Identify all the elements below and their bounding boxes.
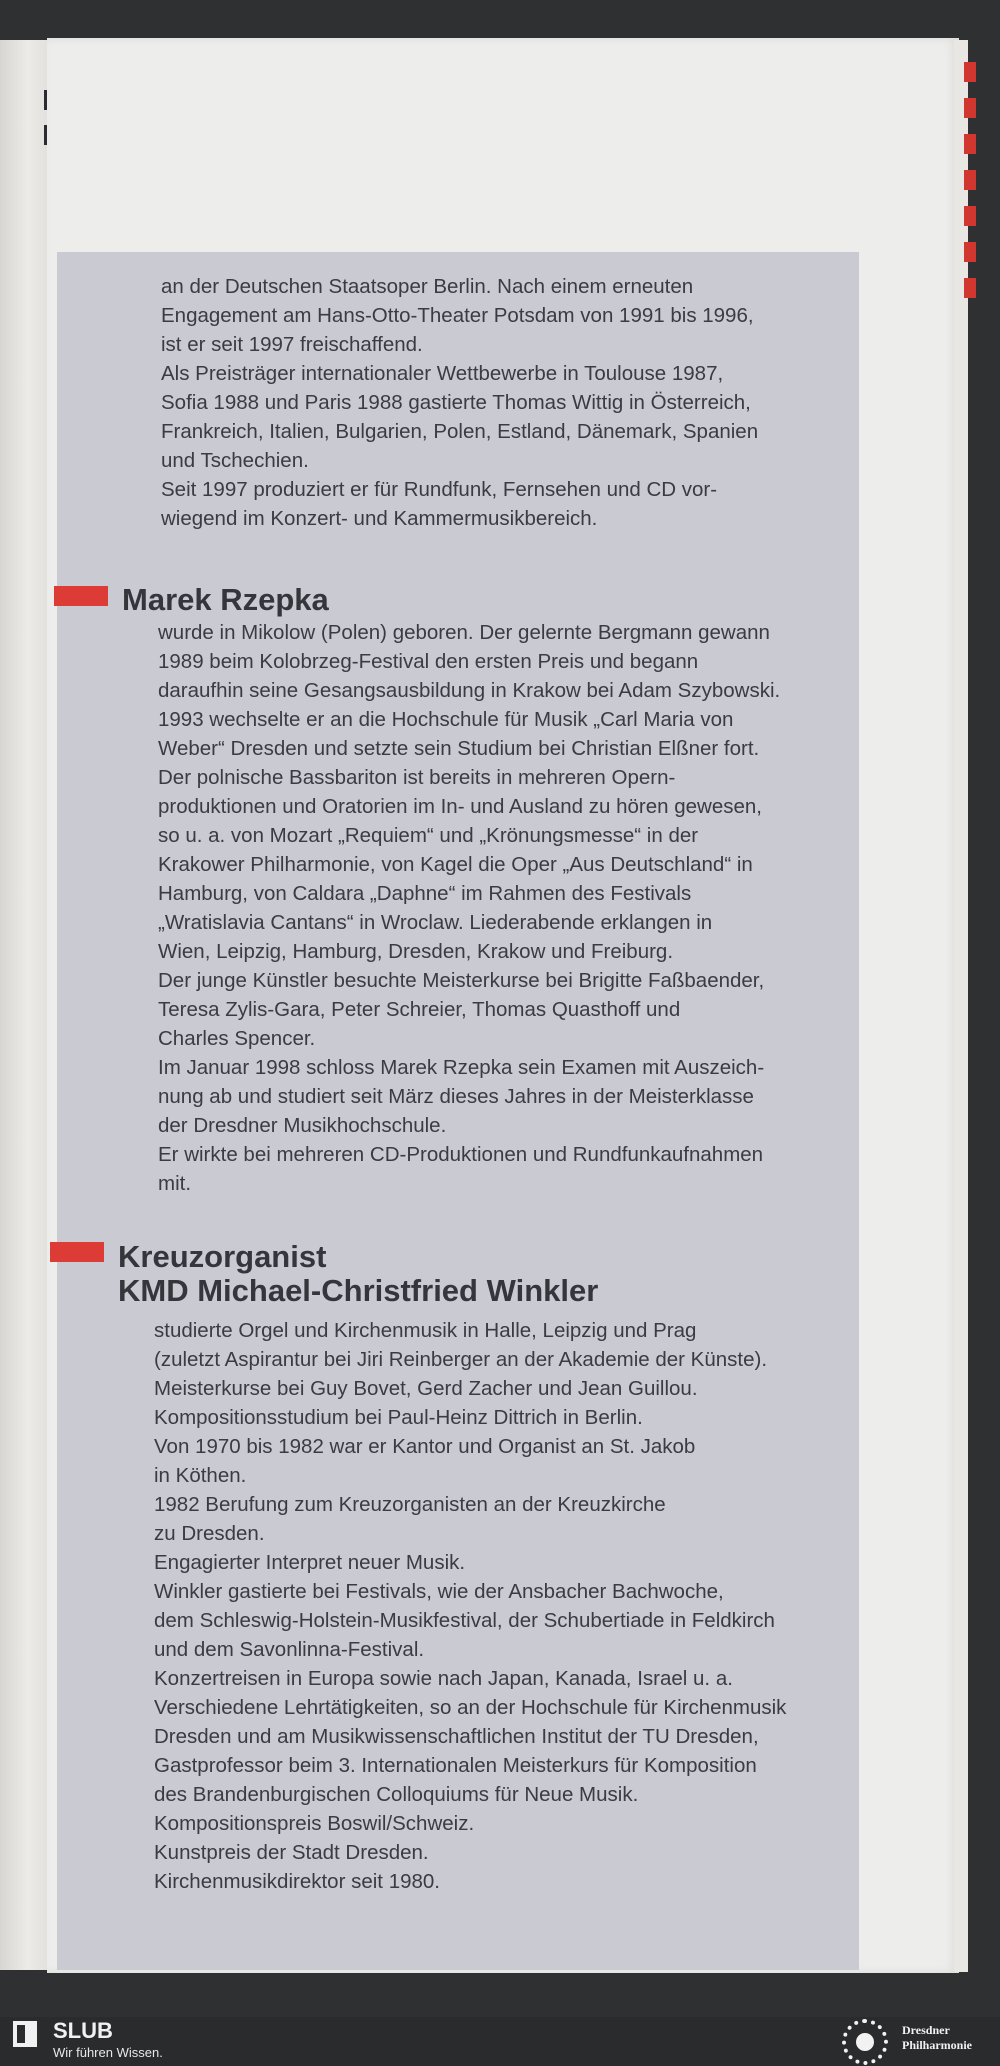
text-line: an der Deutschen Staatsoper Berlin. Nach einem erneuten [161, 275, 694, 298]
text-line: produktionen und Oratorien im In- und Ausland zu hören gewesen, [158, 795, 762, 818]
text-line: Der polnische Bassbariton ist bereits in mehreren Opern- [158, 766, 676, 789]
text-line: 1989 beim Kolobrzeg-Festival den ersten Preis und begann [158, 650, 699, 673]
text-line: Kompositionspreis Boswil/Schweiz. [154, 1812, 475, 1835]
text-line: Kirchenmusikdirektor seit 1980. [154, 1870, 440, 1893]
text-line: mit. [158, 1172, 192, 1195]
partner-name-line: Philharmonie [902, 2038, 973, 2052]
text-line: Hamburg, von Caldara „Daphne“ im Rahmen des Festivals [158, 882, 692, 905]
text-line: Im Januar 1998 schloss Marek Rzepka sein Examen mit Auszeich- [158, 1056, 765, 1079]
dresdner-philharmonie-logo-icon[interactable] [842, 2019, 888, 2065]
text-line: Von 1970 bis 1982 war er Kantor und Organist an St. Jakob [154, 1435, 696, 1458]
text-line: 1993 wechselte er an die Hochschule für Musik „Carl Maria von [158, 708, 734, 731]
text-line: Engagierter Interpret neuer Musik. [154, 1551, 466, 1574]
text-line: 1982 Berufung zum Kreuzorganisten an der Kreuzkirche [154, 1493, 666, 1516]
text-line: ist er seit 1997 freischaffend. [161, 333, 423, 356]
section-marker [54, 586, 108, 606]
heading-line: KMD Michael-Christfried Winkler [118, 1273, 599, 1308]
text-line: Winkler gastierte bei Festivals, wie der Ansbacher Bachwoche, [154, 1580, 724, 1603]
text-line: wiegend im Konzert- und Kammermusikbereich. [161, 507, 598, 530]
text-line: (zuletzt Aspirantur bei Jiri Reinberger an der Akademie der Künste). [154, 1348, 768, 1371]
text-line: Teresa Zylis-Gara, Peter Schreier, Thomas Quasthoff und [158, 998, 681, 1021]
section-heading-winkler [118, 1240, 598, 1308]
text-line: Dresden und am Musikwissenschaftlichen Institut der TU Dresden, [154, 1725, 759, 1748]
text-line: Krakower Philharmonie, von Kagel die Oper „Aus Deutschland“ in [158, 853, 753, 876]
library-tagline: Wir führen Wissen. [53, 2045, 163, 2060]
text-line: dem Schleswig-Holstein-Musikfestival, der Schubertiade in Feldkirch [154, 1609, 775, 1632]
partner-name-line: Dresdner [902, 2023, 950, 2037]
text-line: Gastprofessor beim 3. Internationalen Meisterkurs für Komposition [154, 1754, 757, 1777]
text-line: Als Preisträger internationaler Wettbewerbe in Toulouse 1987, [161, 362, 724, 385]
text-line: und Tschechien. [161, 449, 309, 472]
text-line: Charles Spencer. [158, 1027, 316, 1050]
text-line: Der junge Künstler besuchte Meisterkurse bei Brigitte Faßbaender, [158, 969, 765, 992]
right-page-edge [954, 40, 968, 1972]
marek-rzepka-biography [158, 618, 780, 1198]
text-line: Konzertreisen in Europa sowie nach Japan, Kanada, Israel u. a. [154, 1667, 733, 1690]
intro-paragraph [161, 272, 758, 533]
text-line: und dem Savonlinna-Festival. [154, 1638, 425, 1661]
text-line: in Köthen. [154, 1464, 247, 1487]
text-line: so u. a. von Mozart „Requiem“ und „Krönungsmesse“ in der [158, 824, 699, 847]
library-name[interactable]: SLUB [53, 2018, 113, 2043]
text-line: zu Dresden. [154, 1522, 265, 1545]
text-line: Weber“ Dresden und setzte sein Studium bei Christian Elßner fort. [158, 737, 760, 760]
slub-logo-icon[interactable] [13, 2021, 37, 2047]
text-line: wurde in Mikolow (Polen) geboren. Der gelernte Bergmann gewann [158, 621, 770, 644]
text-line: studierte Orgel und Kirchenmusik in Halle, Leipzig und Prag [154, 1319, 697, 1342]
text-line: Er wirkte bei mehreren CD-Produktionen und Rundfunkaufnahmen [158, 1143, 764, 1166]
section-heading-marek-rzepka: Marek Rzepka [122, 582, 329, 617]
section-marker [50, 1242, 104, 1262]
text-line: nung ab und studiert seit März dieses Jahres in der Meisterklasse [158, 1085, 754, 1108]
heading-line: Kreuzorganist [118, 1239, 327, 1274]
text-line: daraufhin seine Gesangsausbildung in Krakow bei Adam Szybowski. [158, 679, 781, 702]
text-line: Verschiedene Lehrtätigkeiten, so an der Hochschule für Kirchenmusik [154, 1696, 787, 1719]
text-line: Engagement am Hans-Otto-Theater Potsdam von 1991 bis 1996, [161, 304, 754, 327]
text-line: Seit 1997 produziert er für Rundfunk, Fernsehen und CD vor- [161, 478, 718, 501]
text-line: der Dresdner Musikhochschule. [158, 1114, 447, 1137]
left-page-edge [0, 40, 47, 1970]
text-line: Kunstpreis der Stadt Dresden. [154, 1841, 429, 1864]
winkler-biography [154, 1316, 786, 1896]
text-line: „Wratislavia Cantans“ in Wroclaw. Liederabende erklangen in [158, 911, 713, 934]
text-line: Sofia 1988 und Paris 1988 gastierte Thomas Wittig in Österreich, [161, 391, 751, 414]
partner-name[interactable] [902, 2023, 992, 2053]
text-line: Wien, Leipzig, Hamburg, Dresden, Krakow und Freiburg. [158, 940, 674, 963]
text-line: Meisterkurse bei Guy Bovet, Gerd Zacher und Jean Guillou. [154, 1377, 698, 1400]
text-line: des Brandenburgischen Colloquiums für Neue Musik. [154, 1783, 639, 1806]
text-line: Frankreich, Italien, Bulgarien, Polen, Estland, Dänemark, Spanien [161, 420, 759, 443]
text-line: Kompositionsstudium bei Paul-Heinz Dittrich in Berlin. [154, 1406, 643, 1429]
